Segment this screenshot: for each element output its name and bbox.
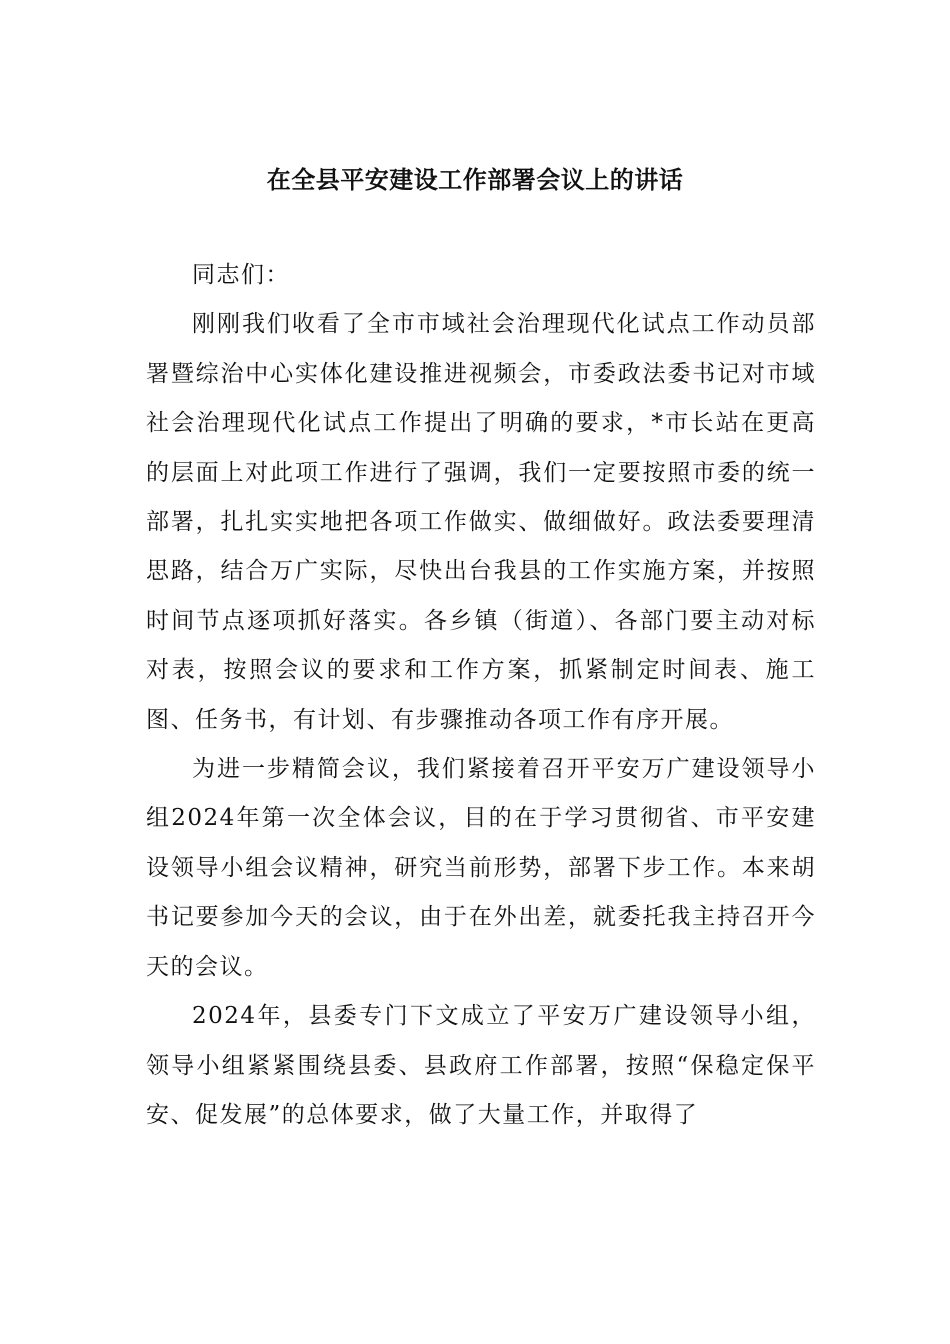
document-title: 在全县平安建设工作部署会议上的讲话 [266, 165, 684, 194]
salutation: 同志们： [192, 262, 290, 288]
paragraph-3: 2024年，县委专门下文成立了平安万广建设领导小组，领导小组紧紧围绕县委、县政府工作部署，按照“保稳定保平安、促发展”的总体要求，做了大量工作，并取得了 [146, 1003, 816, 1128]
paragraph-1: 刚刚我们收看了全市市域社会治理现代化试点工作动员部署暨综治中心实体化建设推进视频会，市委政法委书记对市域社会治理现代化试点工作提出了明确的要求，*市长站在更高的层面上对此项工作进行了强调，我们一定要按照市委的统一部署，扎扎实实地把各项工作做实、做细做好。政法委要理清思路，结合万广实际，尽快出台我县的工作实施方案，并按照时间节点逐项抓好落实。各乡镇（街道）、各部门要主动对标对表，按照会议的要求和工作方案，抓紧制定时间表、施工图、任务书，有计划、有步骤推动各项工作有序开展。 [146, 311, 816, 733]
document-body [146, 251, 816, 1140]
paragraph-2: 为进一步精简会议，我们紧接着召开平安万广建设领导小组2024年第一次全体会议，目的在于学习贯彻省、市平安建设领导小组会议精神，研究当前形势，部署下步工作。本来胡书记要参加今天的会议，由于在外出差，就委托我主持召开今天的会议。 [146, 756, 816, 980]
